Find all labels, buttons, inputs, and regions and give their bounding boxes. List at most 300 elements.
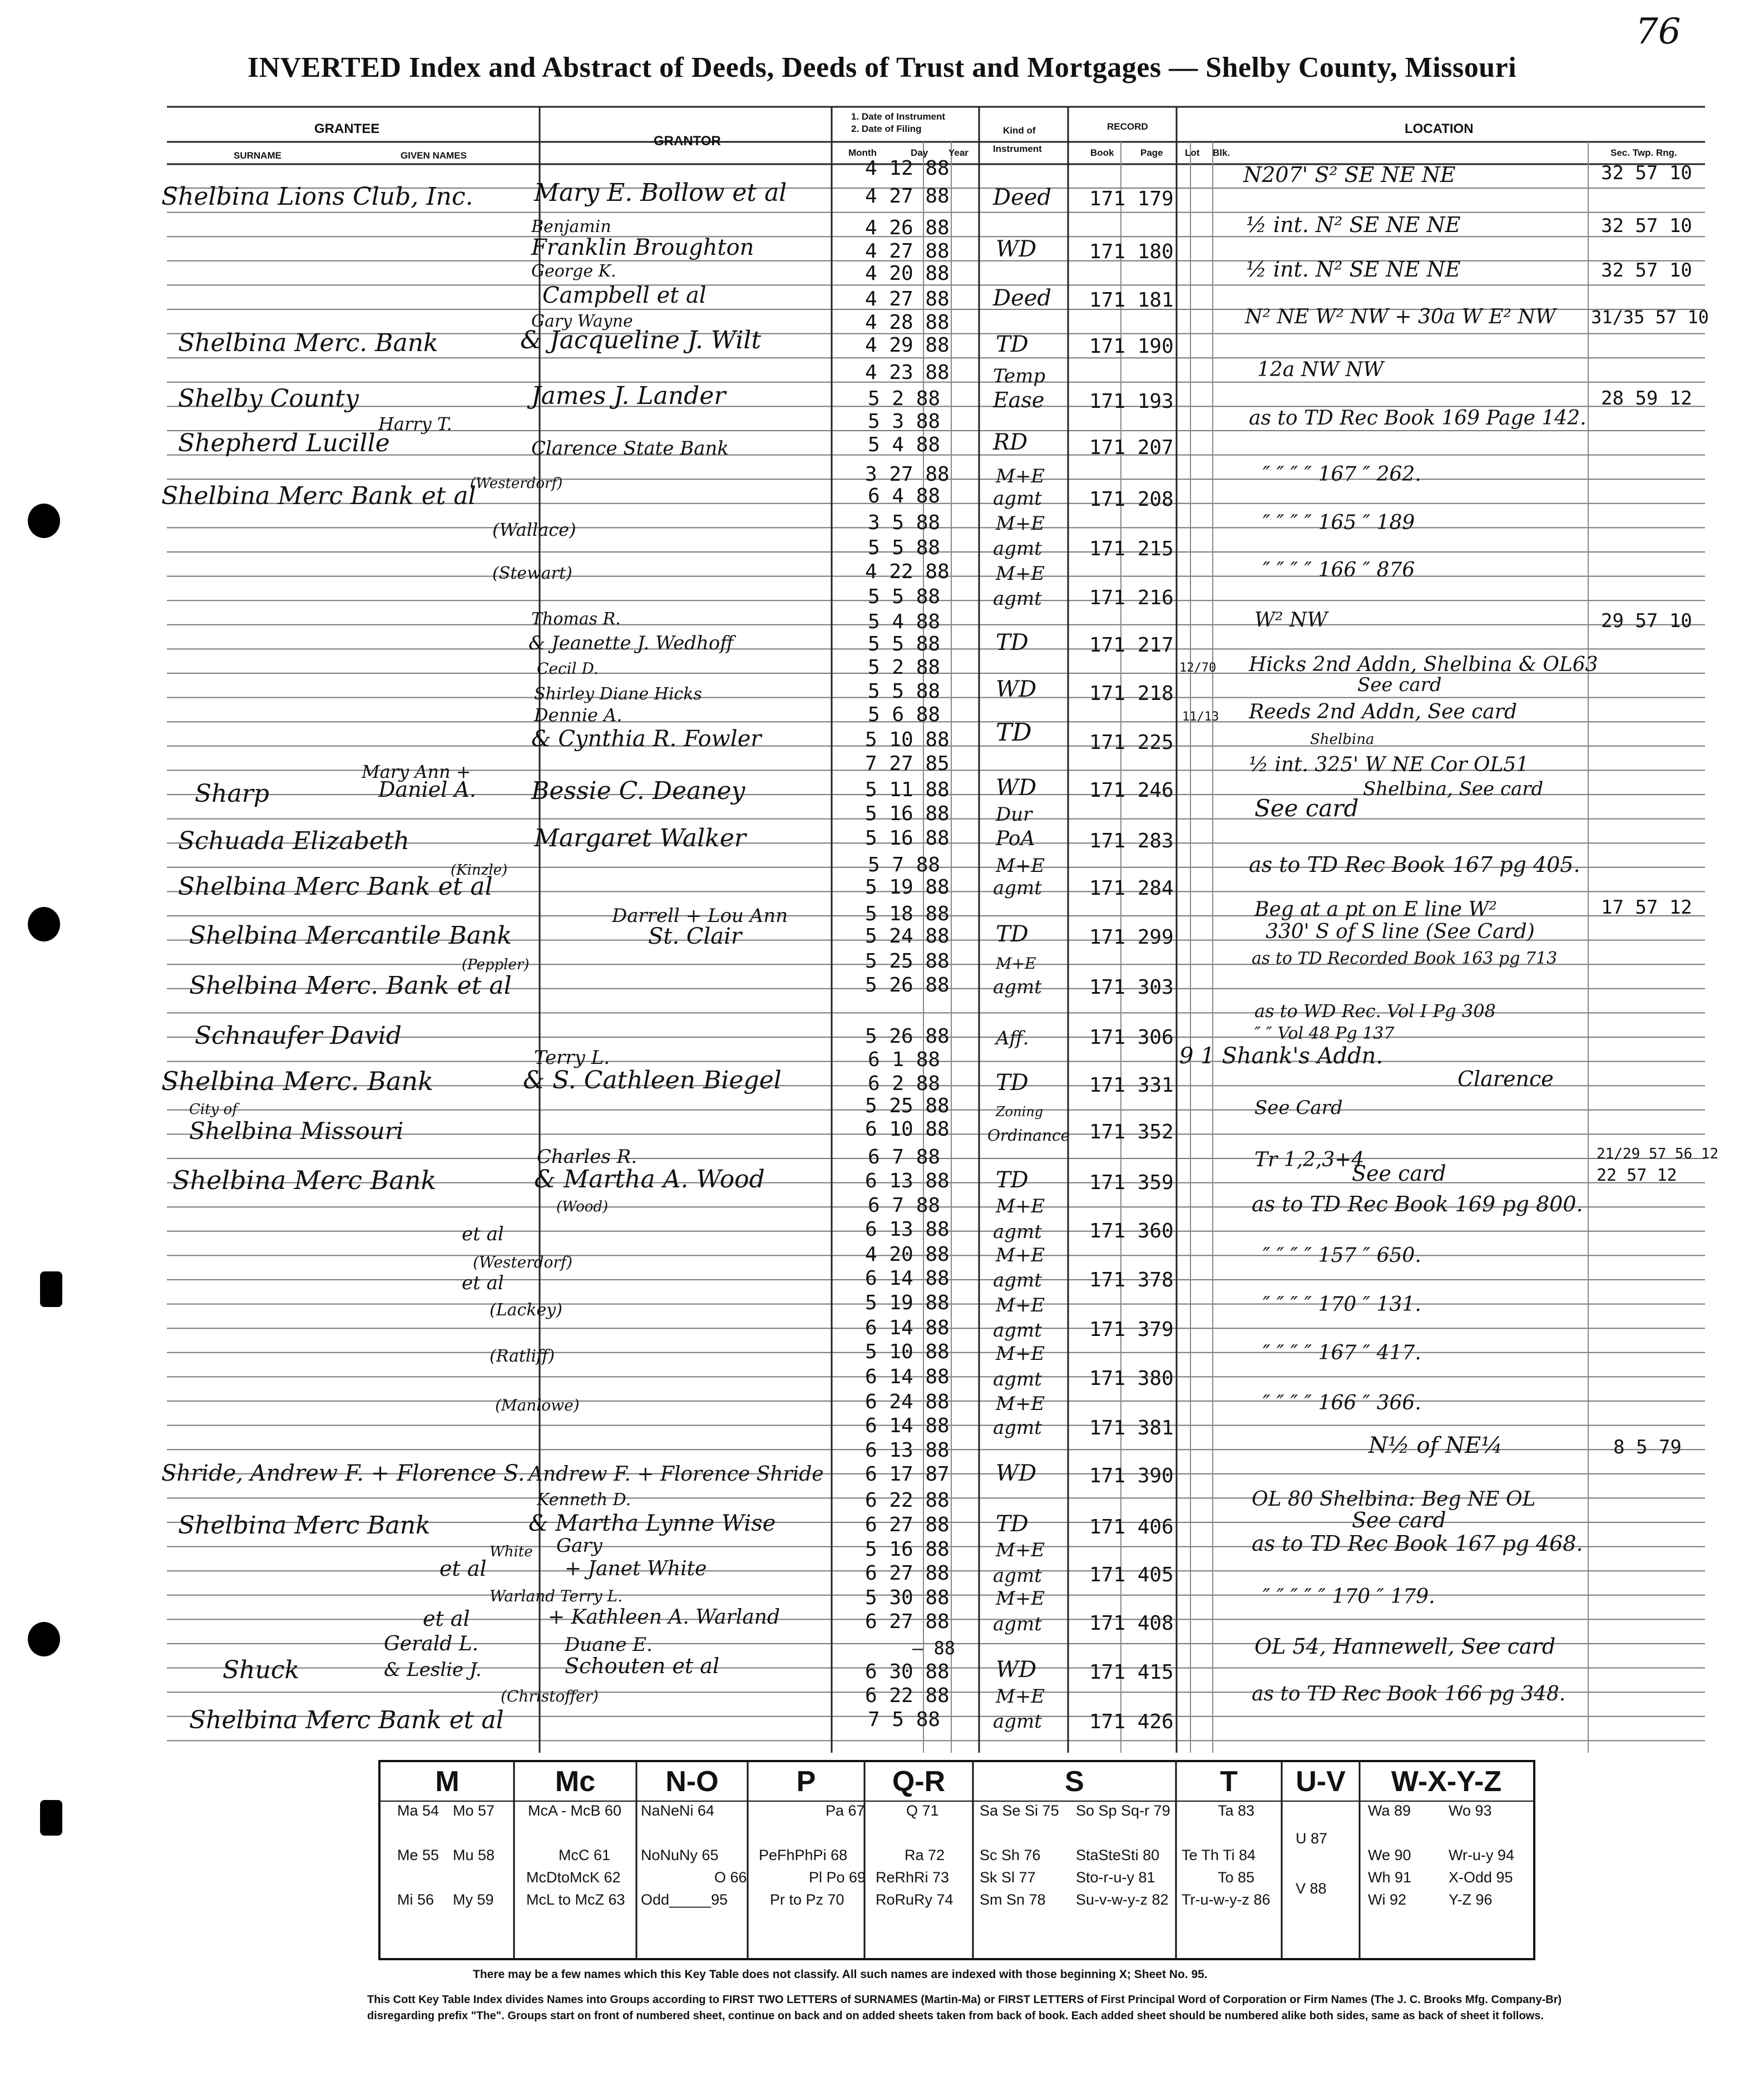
- ledger-entry: 29 57 10: [1601, 610, 1692, 632]
- ledger-entry: (Stewart): [492, 564, 572, 583]
- ledger-entry: See card: [1352, 1161, 1446, 1186]
- key-letter: Mc: [555, 1766, 596, 1798]
- ledger-entry: Shirley Diane Hicks: [534, 684, 702, 704]
- ledger-entry: as to TD Recorded Book 163 pg 713: [1252, 949, 1558, 968]
- ledger-entry: Shelbina Merc Bank: [172, 1165, 437, 1195]
- key-cell: Pr to Pz 70: [770, 1891, 844, 1908]
- key-cell: NaNeNi 64: [641, 1802, 715, 1819]
- ledger-entry: 5 11 88: [865, 778, 950, 801]
- ledger-entry: OL 80 Shelbina: Beg NE OL: [1252, 1488, 1536, 1511]
- ledger-entry: 5 16 88: [865, 802, 950, 825]
- ledger-entry: Harry T.: [378, 413, 452, 435]
- key-cell: Me 55: [397, 1847, 439, 1863]
- ledger-entry: 21/29 57 56 12: [1597, 1146, 1719, 1162]
- header-page: Page: [1140, 147, 1163, 158]
- ledger-entry: 171 415: [1089, 1661, 1174, 1684]
- footer-line-1: This Cott Key Table Index divides Names into Groups according to FIRST TWO LETTERS of SURNAMES (Martin-Ma) or FIRST LETTERS of First Principal Word of Corporation or Firm Names (The J. C. Brooks Mfg. Company-Br): [367, 1994, 1562, 2006]
- ledger-entry: TD: [996, 630, 1029, 655]
- ledger-entry: Shuck: [223, 1656, 300, 1684]
- ledger-entry: 6 13 88: [865, 1439, 950, 1462]
- ledger-entry: (Kinzle): [451, 862, 508, 879]
- ledger-entry: City of: [189, 1101, 238, 1118]
- header-day: Day: [911, 147, 928, 158]
- ledger-entry: as to TD Rec Book 166 pg 348.: [1252, 1683, 1566, 1705]
- ledger-entry: as to TD Rec Book 169 pg 800.: [1252, 1192, 1583, 1216]
- ledger-entry: agmt: [993, 976, 1042, 998]
- ledger-entry: 171 303: [1089, 976, 1174, 999]
- ledger-entry: 4 20 88: [865, 262, 950, 285]
- ledger-entry: 171 379: [1089, 1318, 1174, 1341]
- ledger-entry: Shelbina Mercantile Bank: [189, 921, 512, 950]
- ledger-entry: agmt: [993, 1319, 1042, 1342]
- ledger-entry: 4 20 88: [865, 1243, 950, 1266]
- ledger-entry: (Westerdorf): [473, 1253, 573, 1271]
- ledger-entry: James J. Lander: [531, 382, 726, 410]
- ledger-entry: & Martha A. Wood: [534, 1165, 765, 1194]
- ledger-entry: ″ ″ ″ ″ 165 ″ 189: [1263, 511, 1415, 534]
- ledger-entry: Bessie C. Deaney: [531, 777, 745, 805]
- ledger-entry: 171 352: [1089, 1121, 1174, 1143]
- ledger-entry: 171 359: [1089, 1171, 1174, 1194]
- header-date-of-instrument: 1. Date of Instrument: [851, 111, 946, 122]
- key-cell: Wo 93: [1449, 1802, 1492, 1819]
- ledger-entry: agmt: [993, 487, 1042, 510]
- ledger-entry: 5 4 88: [868, 610, 941, 633]
- header-month: Month: [848, 147, 877, 158]
- ledger-entry: 171 408: [1089, 1612, 1174, 1635]
- ledger-entry: Shride, Andrew F. + Florence S.: [161, 1461, 525, 1486]
- page-number: 76: [1635, 11, 1681, 52]
- ledger-entry: 3 27 88: [865, 463, 950, 486]
- ledger-entry: 4 29 88: [865, 334, 950, 357]
- header-kind-of: Kind of: [1003, 125, 1036, 136]
- ledger-entry: Charles R.: [537, 1146, 638, 1168]
- header-year: Year: [948, 147, 969, 158]
- header-blk: Blk.: [1213, 147, 1231, 158]
- ledger-entry: 5 7 88: [868, 854, 941, 876]
- key-cell: My 59: [453, 1891, 494, 1908]
- ledger-entry: 171 179: [1089, 188, 1174, 210]
- ledger-entry: Shelbina Merc. Bank et al: [189, 972, 512, 1000]
- ledger-entry: Mary Ann +: [362, 761, 471, 782]
- key-cell: Pa 67: [826, 1802, 865, 1819]
- ledger-entry: Ease: [993, 388, 1045, 412]
- ledger-entry: Zoning: [996, 1104, 1044, 1120]
- ledger-entry: Sharp: [195, 780, 269, 808]
- ledger-entry: See card: [1352, 1508, 1446, 1532]
- ledger-entry: 22 57 12: [1597, 1166, 1677, 1185]
- ledger-entry: See card: [1357, 674, 1442, 696]
- ledger-entry: 171 360: [1089, 1220, 1174, 1242]
- ledger-entry: 171 406: [1089, 1516, 1174, 1538]
- ledger-entry: (Manlowe): [495, 1396, 580, 1414]
- ledger-entry: Beg at a pt on E line W²: [1254, 898, 1497, 921]
- ledger-entry: Mary E. Bollow et al: [534, 179, 787, 207]
- ledger-entry: (Christoffer): [501, 1687, 599, 1705]
- ledger-entry: 171 390: [1089, 1464, 1174, 1487]
- key-cell: Wr-u-y 94: [1449, 1847, 1515, 1863]
- ledger-entry: 8 5 79: [1613, 1436, 1682, 1458]
- ledger-entry: White: [490, 1543, 533, 1560]
- key-cell: V 88: [1296, 1880, 1327, 1897]
- ledger-entry: 6 7 88: [868, 1146, 941, 1168]
- header-grantor: GRANTOR: [654, 134, 721, 149]
- ledger-entry: OL 54, Hannewell, See card: [1254, 1634, 1556, 1659]
- key-cell: RoRuRy 74: [876, 1891, 953, 1908]
- ledger-entry: 171 381: [1089, 1417, 1174, 1439]
- ledger-entry: 5 24 88: [865, 925, 950, 948]
- ledger-entry: 6 22 88: [865, 1684, 950, 1707]
- ledger-entry: 171 181: [1089, 289, 1174, 312]
- ledger-entry: 32 57 10: [1601, 162, 1692, 184]
- ledger-entry: Dennie A.: [534, 704, 622, 726]
- ledger-entry: Shelbina Merc Bank: [178, 1511, 431, 1540]
- ledger-entry: M+E: [996, 954, 1036, 973]
- ledger-entry: See card: [1254, 795, 1359, 822]
- key-cell: Ma 54: [397, 1802, 439, 1819]
- ledger-entry: See Card: [1254, 1097, 1343, 1119]
- ledger-entry: & Jeanette J. Wedhoff: [528, 632, 734, 654]
- ledger-entry: Shelbina, See card: [1363, 778, 1544, 800]
- ledger-entry: Darrell + Lou Ann: [612, 905, 788, 927]
- ledger-entry: Shelbina Merc. Bank: [178, 329, 438, 357]
- ledger-entry: ″ ″ Vol 48 Pg 137: [1254, 1024, 1395, 1043]
- ledger-entry: 4 12 88: [865, 157, 950, 180]
- ledger-entry: M+E: [996, 1539, 1045, 1561]
- ledger-entry: Benjamin: [531, 217, 611, 236]
- ledger-entry: & S. Cathleen Biegel: [523, 1066, 782, 1094]
- ledger-entry: PoA: [996, 827, 1035, 850]
- ledger-entry: 6 7 88: [868, 1194, 941, 1217]
- ledger-entry: Reeds 2nd Addn, See card: [1249, 701, 1518, 723]
- ledger-entry: 6 22 88: [865, 1489, 950, 1512]
- key-letter: P: [796, 1766, 816, 1798]
- ledger-entry: 11/13: [1182, 710, 1219, 724]
- ledger-entry: (Ratliff): [490, 1347, 555, 1366]
- ledger-entry: agmt: [993, 1368, 1042, 1390]
- ledger-entry: 6 1 88: [868, 1048, 941, 1071]
- ledger-entry: 5 16 88: [865, 827, 950, 850]
- ledger-entry: 5 10 88: [865, 728, 950, 751]
- ledger-entry: 5 6 88: [868, 703, 941, 726]
- ledger-entry: Shepherd Lucille: [178, 429, 390, 457]
- ledger-entry: George K.: [531, 262, 616, 281]
- ledger-entry: 171 405: [1089, 1564, 1174, 1586]
- ledger-entry: 5 3 88: [868, 410, 941, 433]
- header-given-names: GIVEN NAMES: [401, 150, 467, 161]
- ledger-entry: ″ ″ ″ ″ 167 ″ 417.: [1263, 1342, 1421, 1364]
- ledger-entry: ″ ″ ″ ″ 166 ″ 876: [1263, 559, 1415, 581]
- ledger-entry: TD: [996, 921, 1029, 947]
- ledger-entry: ″ ″ ″ ″ ″ 170 ″ 179.: [1263, 1585, 1435, 1608]
- ledger-entry: ½ int. 325' W NE Cor OL51: [1249, 753, 1529, 776]
- ledger-entry: WD: [996, 1657, 1037, 1683]
- ledger-entry: WD: [996, 1461, 1037, 1486]
- ledger-entry: Terry L.: [534, 1047, 610, 1069]
- ledger-entry: N² NE W² NW + 30a W E² NW: [1245, 305, 1556, 328]
- ledger-entry: Franklin Broughton: [531, 235, 754, 260]
- ledger-entry: Clarence: [1457, 1067, 1554, 1091]
- ledger-entry: Hicks 2nd Addn, Shelbina & OL63: [1249, 653, 1598, 676]
- key-letter: M: [435, 1766, 459, 1798]
- ledger-entry: (Peppler): [462, 956, 530, 973]
- key-cell: Te Th Ti 84: [1182, 1847, 1256, 1863]
- key-letter: T: [1220, 1766, 1238, 1798]
- ledger-entry: 5 4 88: [868, 433, 941, 456]
- ledger-entry: M+E: [996, 1294, 1045, 1316]
- key-letter: W-X-Y-Z: [1391, 1766, 1502, 1798]
- ledger-entry: 7 27 85: [865, 752, 950, 775]
- key-cell: Q 71: [906, 1802, 939, 1819]
- ledger-entry: as to TD Rec Book 169 Page 142.: [1249, 407, 1587, 430]
- key-cell: McDtoMcK 62: [526, 1869, 621, 1886]
- ledger-entry: Deed: [993, 285, 1052, 311]
- ledger-entry: Cecil D.: [537, 659, 599, 678]
- ledger-entry: 5 19 88: [865, 1291, 950, 1314]
- ledger-entry: 6 14 88: [865, 1267, 950, 1290]
- key-letter: S: [1065, 1766, 1084, 1798]
- ledger-entry: 5 16 88: [865, 1538, 950, 1561]
- ledger-entry: 5 5 88: [868, 633, 941, 655]
- ledger-entry: 171 218: [1089, 682, 1174, 705]
- ledger-entry: agmt: [993, 537, 1042, 560]
- ledger-entry: as to TD Rec Book 167 pg 405.: [1249, 852, 1580, 877]
- key-cell: Sa Se Si 75: [980, 1802, 1059, 1819]
- ledger-entry: 5 26 88: [865, 974, 950, 997]
- ledger-entry: M+E: [996, 1685, 1045, 1708]
- ledger-entry: 171 216: [1089, 586, 1174, 609]
- ledger-entry: 6 30 88: [865, 1660, 950, 1683]
- key-cell: Sk Sl 77: [980, 1869, 1036, 1886]
- ledger-entry: 6 17 87: [865, 1463, 950, 1486]
- ledger-entry: 12a NW NW: [1257, 358, 1384, 381]
- key-cell: PeFhPhPi 68: [759, 1847, 848, 1863]
- ledger-entry: 7 5 88: [868, 1708, 941, 1731]
- ledger-entry: 6 10 88: [865, 1118, 950, 1141]
- ledger-entry: 4 27 88: [865, 240, 950, 263]
- ledger-entry: 32 57 10: [1601, 259, 1692, 282]
- ledger-entry: agmt: [993, 1269, 1042, 1291]
- ledger-entry: M+E: [996, 855, 1045, 877]
- ledger-entry: 5 25 88: [865, 1094, 950, 1117]
- ledger-entry: Gary: [556, 1535, 602, 1557]
- ledger-entry: 171 246: [1089, 779, 1174, 802]
- ledger-entry: 32 57 10: [1601, 215, 1692, 237]
- ledger-entry: Clarence State Bank: [531, 437, 729, 460]
- ledger-entry: 6 14 88: [865, 1365, 950, 1388]
- header-sec-twp-rng: Sec. Twp. Rng.: [1610, 147, 1677, 158]
- ledger-entry: 4 26 88: [865, 216, 950, 239]
- ledger-entry: St. Clair: [648, 924, 742, 949]
- ledger-entry: (Wood): [556, 1199, 609, 1215]
- key-cell: Ta 83: [1218, 1802, 1255, 1819]
- ledger-entry: WD: [996, 677, 1037, 702]
- ledger-entry: WD: [996, 236, 1037, 262]
- ledger-entry: 6 2 88: [868, 1072, 941, 1095]
- ledger-entry: (Westerdorf): [470, 475, 563, 492]
- ledger-entry: 4 28 88: [865, 311, 950, 334]
- key-cell: We 90: [1368, 1847, 1411, 1863]
- ledger-entry: Shelbina Merc Bank et al: [161, 482, 476, 510]
- key-cell: Wi 92: [1368, 1891, 1407, 1908]
- ledger-entry: 171 331: [1089, 1074, 1174, 1097]
- ledger-entry: 4 27 88: [865, 288, 950, 310]
- key-cell: Y-Z 96: [1449, 1891, 1493, 1908]
- ledger-entry: Aff.: [996, 1027, 1029, 1049]
- ledger-entry: 171 380: [1089, 1367, 1174, 1390]
- key-cell: StaSteSti 80: [1076, 1847, 1160, 1863]
- ledger-entry: M+E: [996, 1244, 1045, 1266]
- key-cell: NoNuNy 65: [641, 1847, 719, 1863]
- ledger-entry: Ordinance: [987, 1126, 1070, 1145]
- key-letter: Q-R: [892, 1766, 946, 1798]
- ledger-entry: 5 5 88: [868, 585, 941, 608]
- ledger-entry: WD: [996, 775, 1037, 801]
- ledger-entry: Kenneth D.: [537, 1490, 631, 1510]
- key-cell: Su-v-w-y-z 82: [1076, 1891, 1169, 1908]
- ledger-entry: 330' S of S line (See Card): [1266, 920, 1535, 943]
- ledger-entry: TD: [996, 1070, 1029, 1096]
- ledger-entry: 5 2 88: [868, 387, 941, 410]
- key-table-note: There may be a few names which this Key Table does not classify. All such names are indexed with those beginning X; Sheet No. 95.: [473, 1968, 1208, 1981]
- ledger-entry: W² NW: [1254, 609, 1328, 632]
- key-cell: Ra 72: [905, 1847, 945, 1863]
- key-cell: Mi 56: [397, 1891, 434, 1908]
- ledger-entry: agmt: [993, 1565, 1042, 1587]
- ledger-entry: 4 27 88: [865, 185, 950, 208]
- ledger-entry: 171 180: [1089, 240, 1174, 263]
- ledger-entry: ½ int. N² SE NE NE: [1246, 257, 1461, 282]
- key-cell: Mo 57: [453, 1802, 495, 1819]
- ledger-entry: ½ int. N² SE NE NE: [1246, 213, 1461, 237]
- ledger-entry: ″ ″ ″ ″ 157 ″ 650.: [1263, 1244, 1421, 1267]
- ledger-entry: & Leslie J.: [384, 1659, 482, 1681]
- ledger-entry: N½ of NE¼: [1368, 1433, 1503, 1458]
- ledger-entry: 171 193: [1089, 390, 1174, 413]
- ledger-entry: et al: [423, 1606, 470, 1631]
- header-grantee: GRANTEE: [314, 121, 380, 136]
- ledger-entry: TD: [996, 1511, 1029, 1537]
- ledger-entry: Shelbina: [1310, 731, 1375, 748]
- ledger-entry: 6 27 88: [865, 1562, 950, 1585]
- ledger-entry: TD: [996, 1167, 1029, 1193]
- ledger-entry: 6 4 88: [868, 485, 941, 507]
- ledger-entry: 171 306: [1089, 1026, 1174, 1049]
- ledger-entry: & Jacqueline J. Wilt: [520, 326, 762, 354]
- ledger-entry: 171 190: [1089, 335, 1174, 358]
- ledger-entry: et al: [439, 1556, 487, 1581]
- key-cell: Mu 58: [453, 1847, 495, 1863]
- ledger-entry: 171 207: [1089, 436, 1174, 459]
- ledger-entry: Shelby County: [178, 384, 359, 413]
- key-cell: Tr-u-w-y-z 86: [1182, 1891, 1271, 1908]
- ledger-entry: RD: [993, 430, 1028, 455]
- ledger-entry: 5 10 88: [865, 1340, 950, 1363]
- ledger-entry: + Kathleen A. Warland: [548, 1606, 780, 1629]
- ledger-entry: et al: [462, 1272, 504, 1294]
- key-cell: Sm Sn 78: [980, 1891, 1046, 1908]
- ledger-entry: M+E: [996, 1343, 1045, 1365]
- ledger-entry: M+E: [996, 1393, 1045, 1415]
- header-date-of-filing: 2. Date of Filing: [851, 124, 922, 134]
- ledger-entry: ″ ″ ″ ″ 170 ″ 131.: [1263, 1293, 1421, 1316]
- key-cell: U 87: [1296, 1830, 1328, 1847]
- ledger-entry: 6 14 88: [865, 1414, 950, 1437]
- ledger-entry: 6 13 88: [865, 1218, 950, 1241]
- key-cell: Pl Po 69: [809, 1869, 866, 1886]
- ledger-entry: Duane E.: [565, 1634, 653, 1656]
- ledger-entry: 5 18 88: [865, 903, 950, 925]
- key-cell: McA - McB 60: [528, 1802, 622, 1819]
- header-lot: Lot: [1185, 147, 1200, 158]
- key-cell: Wa 89: [1368, 1802, 1411, 1819]
- key-cell: To 85: [1218, 1869, 1255, 1886]
- ledger-entry: 6 27 88: [865, 1610, 950, 1633]
- header-surname: SURNAME: [234, 150, 281, 161]
- key-cell: Odd_____95: [641, 1891, 728, 1908]
- ledger-entry: (Lackey): [490, 1300, 562, 1320]
- ledger-entry: M+E: [996, 1195, 1045, 1217]
- ledger-entry: 5 2 88: [868, 656, 941, 679]
- ledger-entry: Thomas R.: [531, 609, 621, 629]
- ledger-entry: Temp: [993, 365, 1046, 387]
- footer-line-2: disregarding prefix "The". Groups start on front of numbered sheet, continue on back and on added sheets taken from back of book. Each added sheet should be numbered alike both sides, same as back of sheet it follows.: [367, 2010, 1544, 2022]
- ledger-entry: Shelbina Lions Club, Inc.: [161, 183, 473, 211]
- ledger-entry: 3 5 88: [868, 511, 941, 534]
- ledger-entry: 28 59 12: [1601, 387, 1692, 410]
- ledger-entry: 31/35 57 10: [1591, 307, 1709, 328]
- ledger-entry: 9 1 Shank's Addn.: [1179, 1043, 1383, 1069]
- key-cell: X-Odd 95: [1449, 1869, 1513, 1886]
- ledger-entry: 6 24 88: [865, 1390, 950, 1413]
- ledger-entry: Schnaufer David: [195, 1022, 402, 1050]
- ledger-entry: M+E: [996, 1587, 1045, 1610]
- header-record: RECORD: [1107, 121, 1148, 132]
- ledger-entry: Margaret Walker: [534, 824, 746, 852]
- key-cell: McL to McZ 63: [526, 1891, 625, 1908]
- header-instrument: Instrument: [993, 144, 1042, 154]
- ledger-entry: ″ ″ ″ ″ 167 ″ 262.: [1263, 463, 1421, 486]
- ledger-entry: Gary Wayne: [531, 312, 633, 331]
- ledger-entry: & Cynthia R. Fowler: [531, 726, 762, 752]
- ledger-entry: Dur: [996, 803, 1032, 826]
- ledger-entry: & Martha Lynne Wise: [528, 1511, 776, 1536]
- ledger-entry: 6 27 88: [865, 1513, 950, 1536]
- ledger-entry: 171 208: [1089, 488, 1174, 511]
- ledger-entry: 4 23 88: [865, 361, 950, 384]
- key-cell: McC 61: [559, 1847, 611, 1863]
- ledger-entry: Shelbina Merc. Bank: [161, 1066, 433, 1096]
- ledger-entry: et al: [462, 1223, 504, 1245]
- ledger-entry: Andrew F. + Florence Shride: [528, 1463, 824, 1486]
- ledger-entry: 171 283: [1089, 830, 1174, 852]
- key-cell: Sto-r-u-y 81: [1076, 1869, 1155, 1886]
- header-book: Book: [1090, 147, 1114, 158]
- ledger-entry: 12/70: [1179, 661, 1217, 675]
- ledger-entry: TD: [996, 718, 1032, 747]
- ledger-entry: Tr 1,2,3+4: [1254, 1148, 1365, 1171]
- ledger-entry: agmt: [993, 588, 1042, 610]
- ledger-entry: 5 26 88: [865, 1025, 950, 1048]
- ledger-entry: Shelbina Missouri: [189, 1117, 404, 1145]
- ledger-entry: Campbell et al: [542, 283, 706, 308]
- ledger-entry: agmt: [993, 1221, 1042, 1243]
- ledger-entry: 5 30 88: [865, 1586, 950, 1609]
- ledger-entry: 6 13 88: [865, 1170, 950, 1192]
- ledger-entry: M+E: [996, 512, 1045, 535]
- key-letter: N-O: [665, 1766, 719, 1798]
- ledger-entry: ″ ″ ″ ″ 166 ″ 366.: [1263, 1392, 1421, 1414]
